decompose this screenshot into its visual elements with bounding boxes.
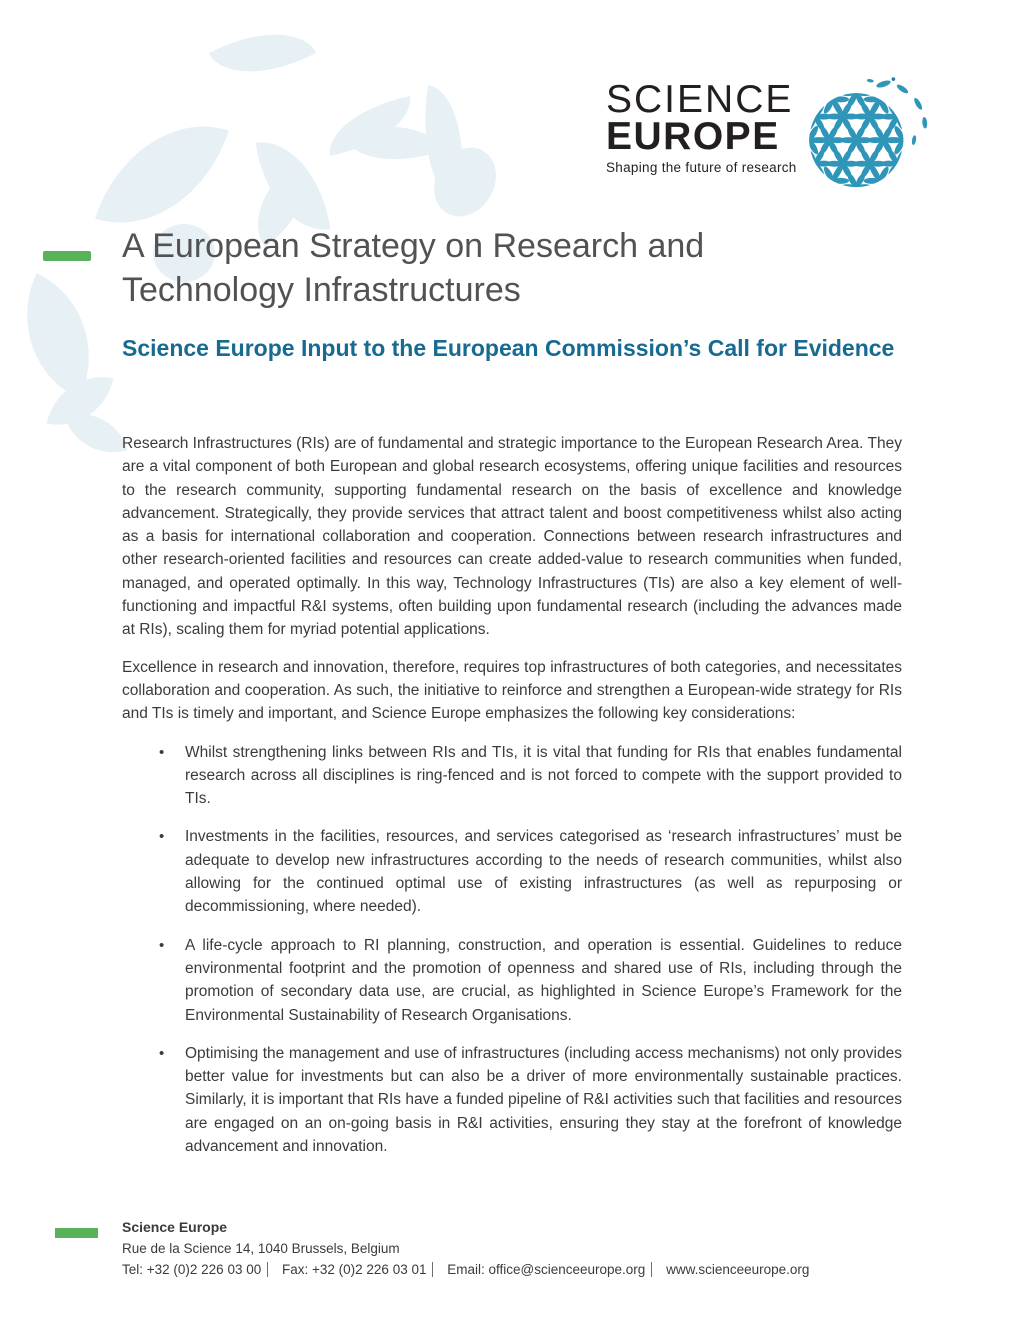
bullet-item [122,825,902,918]
footer-divider [432,1262,433,1277]
logo-wordmark [606,74,797,175]
footer-divider [267,1262,268,1277]
footer-website[interactable]: www.scienceeurope.org [666,1262,810,1277]
bullet-text: Optimising the management and use of infrastructures (including access mechanisms) not only provides better value for investments but can also be a driver of more environmentally sustainable practices. Similarly, it is important that RIs have a funded pipeline of R&I activities such that facilities and resources are engaged on an on-going basis in R&I activities, ensuring they stay at the forefront of knowledge advancement and innovation. [185,1044,902,1156]
bullet-dot: • [159,936,165,954]
footer-organisation: Science Europe [122,1219,228,1235]
document-header [122,224,912,367]
leaf-decoration [209,9,316,98]
bullet-item [122,741,902,811]
page-title [122,224,912,312]
footer-tel: Tel: +32 (0)2 226 03 00 [122,1262,262,1277]
science-europe-logo [606,74,933,198]
logo-word-europe: EUROPE [606,115,780,158]
footer-address: Rue de la Science 14, 1040 Brussels, Belgium [122,1241,400,1256]
globe-icon [801,74,933,198]
bullet-dot: • [159,743,165,761]
footer-divider [651,1262,652,1277]
bullet-item [122,934,902,1027]
bullet-dot: • [159,1044,165,1062]
logo-tagline: Shaping the future of research [606,160,797,175]
bullet-text: A life-cycle approach to RI planning, construction, and operation is essential. Guidelines to reduce environmental footprint and the promotion of openness and shared use of RIs, including through the promotion of secondary data use, are crucial, as highlighted in Science Europe’s Framework for the Environmental Sustainability of Research Organisations. [185,936,902,1024]
page-title-line1: A European Strategy on Research and [122,227,705,265]
footer-email[interactable]: Email: office@scienceeurope.org [447,1262,646,1277]
footer-contact-line [122,1259,982,1280]
footer-fax: Fax: +32 (0)2 226 03 01 [282,1262,427,1277]
bullet-item [122,1042,902,1158]
bullet-text: Investments in the facilities, resources, and services categorised as ‘research infrastructures’ must be adequate to develop new infrastructures according to the needs of research communities, whilst also allowing for the continued optimal use of existing infrastructures (as well as repurposing or decommissioning, where needed). [185,828,902,916]
bullet-text: Whilst strengthening links between RIs and TIs, it is vital that funding for RIs that enables fundamental research across all disciplines is ring-fenced and is not forced to compete with the support provided to TIs. [185,743,902,808]
page-title-line2: Technology Infrastructures [122,271,521,309]
page-footer [122,1217,982,1280]
footer-accent-dash [55,1228,98,1238]
page-subtitle: Science Europe Input to the European Commission’s Call for Evidence [122,335,895,361]
title-accent-dash [43,251,91,261]
logo-word-science: SCIENCE [606,78,794,121]
paragraph: Research Infrastructures (RIs) are of fundamental and strategic importance to the European Research Area. They are a vital component of both European and global research ecosystems, offering unique facilities and resources to the research community, supporting fundamental research on the basis of excellence and knowledge advancement. Strategically, they provide services that attract talent and boost competitiveness whilst also acting as a basis for international collaboration and cooperation. Connections between research infrastructures and other research-oriented facilities and resources can create added-value to research communities when funded, managed, and operated optimally. In this way, Technology Infrastructures (TIs) are also a key element of well-functioning and impactful R&I systems, often building upon fundamental research (including the advances made at RIs), scaling them for myriad potential applications. [122,435,902,639]
document-body [122,432,902,1158]
paragraph: Excellence in research and innovation, therefore, requires top infrastructures of both categories, and necessitates collaboration and cooperation. As such, the initiative to reinforce and strengthen a European-wide strategy for RIs and TIs is timely and important, and Science Europe emphasizes the following key considerations: [122,658,902,723]
bullet-dot: • [159,828,165,846]
